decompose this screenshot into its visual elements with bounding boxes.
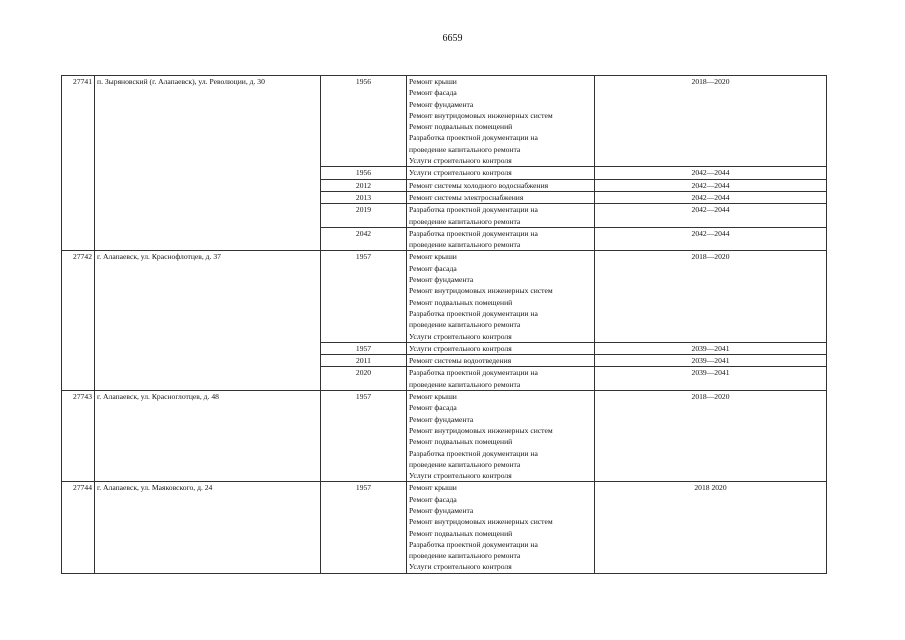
year-cell: 2012 — [321, 179, 407, 191]
work-item: Ремонт системы холодного водоснабжения — [409, 180, 549, 190]
period-cell: 2018—2020 — [595, 76, 827, 167]
period-cell: 2042—2044 — [595, 227, 827, 251]
table-row — [62, 391, 827, 482]
work-item: Услуги строительного контроля — [409, 168, 512, 178]
work-item: Ремонт внутридомовых инженерных систем — [409, 517, 553, 527]
period-cell: 2018—2020 — [595, 251, 827, 342]
table-row — [62, 251, 827, 342]
work-item: проведение капитального ремонта — [409, 459, 521, 469]
work-item: проведение капитального ремонта — [409, 240, 521, 250]
work-item: Услуги строительного контроля — [409, 156, 512, 166]
year-cell: 1957 — [321, 391, 407, 482]
year-cell: 1957 — [321, 482, 407, 573]
object-number-cell: 27744 — [62, 482, 95, 573]
year-cell: 1956 — [321, 167, 407, 179]
works-cell — [407, 342, 595, 354]
work-item: проведение капитального ремонта — [409, 379, 521, 389]
work-item: Ремонт фасада — [409, 494, 457, 504]
works-cell — [407, 167, 595, 179]
work-item: Услуги строительного контроля — [409, 331, 512, 341]
work-item: Разработка проектной документации на — [409, 368, 538, 378]
works-cell — [407, 367, 595, 391]
work-item: Ремонт системы электроснабжения — [409, 192, 524, 202]
year-cell: 1956 — [321, 76, 407, 167]
work-item: Ремонт внутридомовых инженерных систем — [409, 110, 553, 120]
work-item: проведение капитального ремонта — [409, 144, 521, 154]
table-row — [62, 482, 827, 573]
year-cell: 2011 — [321, 355, 407, 367]
capital-repair-table — [61, 75, 827, 574]
work-item: Ремонт фундамента — [409, 99, 474, 109]
period-cell: 2042—2044 — [595, 179, 827, 191]
work-item: Ремонт фасада — [409, 263, 457, 273]
period-cell: 2018 2020 — [595, 482, 827, 573]
work-item: Разработка проектной документации на — [409, 448, 538, 458]
table-row — [62, 76, 827, 167]
work-item: Ремонт фундамента — [409, 505, 474, 515]
page-number: 6659 — [442, 33, 463, 44]
work-item: Ремонт внутридомовых инженерных систем — [409, 286, 553, 296]
works-cell — [407, 355, 595, 367]
work-item: проведение капитального ремонта — [409, 551, 521, 561]
object-number-cell: 27742 — [62, 251, 95, 391]
work-item: Услуги строительного контроля — [409, 562, 512, 572]
works-cell — [407, 179, 595, 191]
works-cell — [407, 227, 595, 251]
period-cell: 2039—2041 — [595, 342, 827, 354]
work-item: Ремонт фасада — [409, 403, 457, 413]
works-cell — [407, 251, 595, 342]
address-cell: г. Алапаевск, ул. Краснофлотцев, д. 37 — [95, 251, 321, 391]
work-item: Ремонт крыши — [409, 252, 457, 262]
work-item: проведение капитального ремонта — [409, 320, 521, 330]
period-cell: 2039—2041 — [595, 355, 827, 367]
work-item: Разработка проектной документации на — [409, 308, 538, 318]
works-cell — [407, 204, 595, 228]
object-number-cell: 27743 — [62, 391, 95, 482]
work-item: Разработка проектной документации на — [409, 205, 538, 215]
work-item: Ремонт крыши — [409, 392, 457, 402]
table-body — [62, 76, 827, 574]
address-cell: г. Алапаевск, ул. Красноглотцев, д. 48 — [95, 391, 321, 482]
address-cell: г. Алапаевск, ул. Маяковского, д. 24 — [95, 482, 321, 573]
period-cell: 2039—2041 — [595, 367, 827, 391]
object-number-cell: 27741 — [62, 76, 95, 251]
work-item: Ремонт подвальных помещений — [409, 297, 513, 307]
year-cell: 1957 — [321, 342, 407, 354]
address-cell: п. Зыряновский (г. Алапаевск), ул. Революции, д. 30 — [95, 76, 321, 251]
works-cell — [407, 76, 595, 167]
period-cell: 2018—2020 — [595, 391, 827, 482]
period-cell: 2042—2044 — [595, 191, 827, 203]
work-item: Ремонт крыши — [409, 77, 457, 86]
works-cell — [407, 191, 595, 203]
work-item: Ремонт подвальных помещений — [409, 122, 513, 132]
work-item: Ремонт подвальных помещений — [409, 437, 513, 447]
work-item: Ремонт фундамента — [409, 275, 474, 285]
work-item: Разработка проектной документации на — [409, 539, 538, 549]
work-item: Ремонт фундамента — [409, 414, 474, 424]
work-item: Разработка проектной документации на — [409, 228, 538, 238]
works-cell — [407, 391, 595, 482]
work-item: Разработка проектной документации на — [409, 133, 538, 143]
work-item: Услуги строительного контроля — [409, 343, 512, 353]
year-cell: 2020 — [321, 367, 407, 391]
work-item: Ремонт фасада — [409, 88, 457, 98]
work-item: проведение капитального ремонта — [409, 216, 521, 226]
work-item: Ремонт подвальных помещений — [409, 528, 513, 538]
year-cell: 2042 — [321, 227, 407, 251]
works-cell — [407, 482, 595, 573]
work-item: Ремонт системы водоотведения — [409, 356, 512, 366]
year-cell: 1957 — [321, 251, 407, 342]
period-cell: 2042—2044 — [595, 204, 827, 228]
period-cell: 2042—2044 — [595, 167, 827, 179]
work-item: Ремонт внутридомовых инженерных систем — [409, 425, 553, 435]
year-cell: 2019 — [321, 204, 407, 228]
year-cell: 2013 — [321, 191, 407, 203]
work-item: Ремонт крыши — [409, 483, 457, 493]
work-item: Услуги строительного контроля — [409, 471, 512, 481]
